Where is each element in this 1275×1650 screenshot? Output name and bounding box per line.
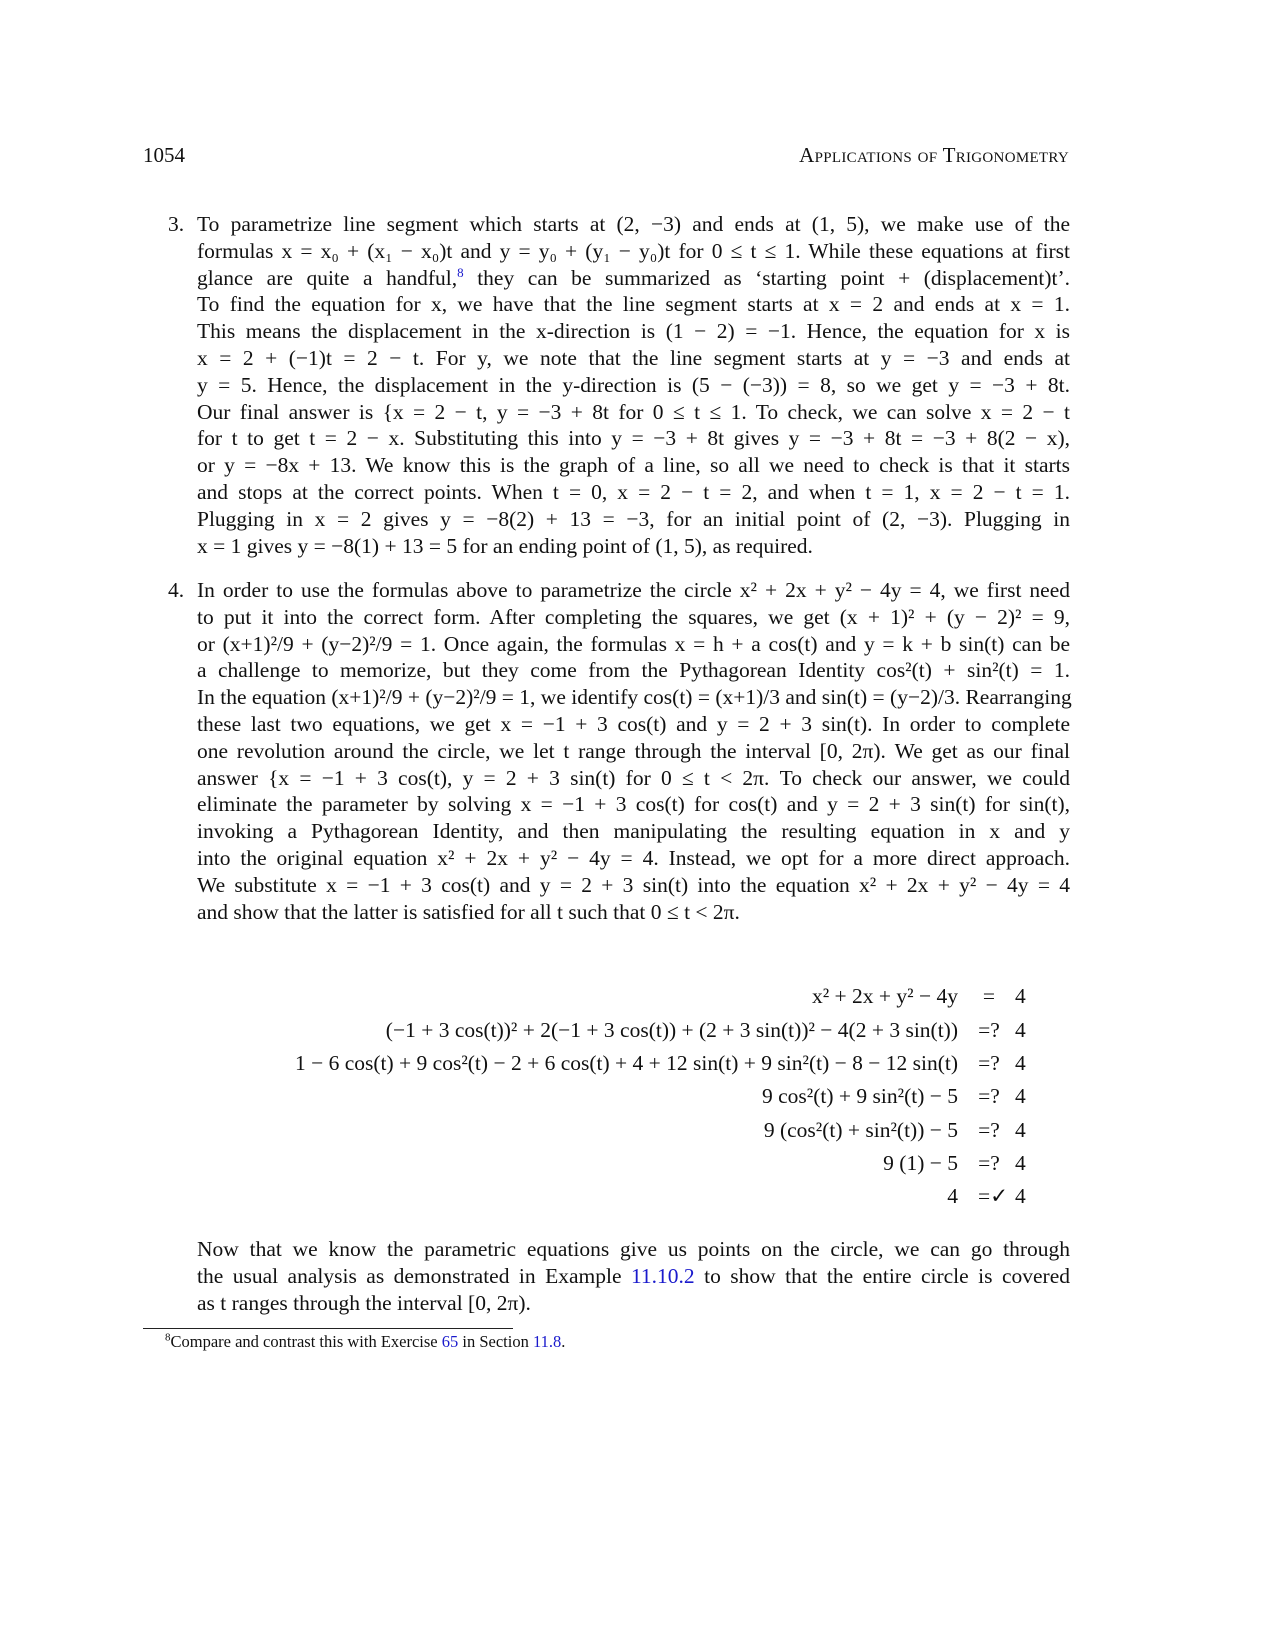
text-line: In the equation (x+1)²/9 + (y−2)²/9 = 1, we identify cos(t) = (x+1)/3 and sin(t) = (y−2)/3. Rearranging xyxy=(197,685,1072,710)
text-line: and show that the latter is satisfied for all t such that 0 ≤ t < 2π. xyxy=(197,899,740,924)
equation-row xyxy=(0,981,1275,1011)
equation-row xyxy=(0,1181,1275,1211)
text-line: To parametrize line segment which starts at (2, −3) and ends at (1, 5), we make use of the xyxy=(197,212,1070,236)
equation-lhs: 9 (cos²(t) + sin²(t)) − 5 xyxy=(763,1118,958,1142)
section-link[interactable]: 11.8 xyxy=(532,1332,562,1351)
text-segment: glance are quite a handful, xyxy=(197,265,458,290)
text-line: To find the equation for x, we have that the line segment starts at x = 2 and ends at x = 1. xyxy=(197,292,1070,317)
text-line: We substitute x = −1 + 3 cos(t) and y = 2 + 3 sin(t) into the equation x² + 2x + y² − 4y = 4 xyxy=(197,872,1070,897)
equation-lhs: 4 xyxy=(947,1184,958,1208)
equation-relation: =? xyxy=(978,1151,1000,1175)
text-line: Plugging in x = 2 gives y = −8(2) + 13 = −3, for an initial point of (2, −3). Plugging in xyxy=(197,506,1070,531)
footnote-mark: 8 xyxy=(165,1331,171,1344)
footnote xyxy=(165,1332,565,1352)
running-header: Applications of Trigonometry xyxy=(799,143,1069,167)
text-segment: the usual analysis as demonstrated in Example xyxy=(197,1263,631,1288)
equation-relation: =? xyxy=(978,1084,1000,1108)
text-line: x = 1 gives y = −8(1) + 13 = 5 for an ending point of (1, 5), as required. xyxy=(197,533,813,558)
text-line: This means the displacement in the x-direction is (1 − 2) = −1. Hence, the equation for x is xyxy=(197,319,1070,344)
equation-row xyxy=(0,1148,1275,1178)
text-line: and stops at the correct points. When t = 0, x = 2 − t = 2, and when t = 1, x = 2 − t = 1. xyxy=(197,479,1070,504)
text-line: eliminate the parameter by solving x = −1 + 3 cos(t) for cos(t) and y = 2 + 3 sin(t) for sin(t), xyxy=(197,792,1070,817)
footnote-rule xyxy=(143,1328,513,1329)
text-line: Our final answer is {x = 2 − t, y = −3 + 8t for 0 ≤ t ≤ 1. To check, we can solve x = 2 − t xyxy=(197,399,1070,424)
equation-relation: =✓ xyxy=(978,1184,1009,1208)
equation-lhs: 9 (1) − 5 xyxy=(883,1151,958,1175)
equation-relation: =? xyxy=(978,1118,1000,1142)
text-line: one revolution around the circle, we let t range through the interval [0, 2π). We get as our final xyxy=(197,738,1070,763)
equation-rhs: 4 xyxy=(1015,1118,1026,1142)
text-segment: to show that the entire circle is covered xyxy=(694,1263,1070,1288)
equation-row xyxy=(0,1015,1275,1045)
equation-relation: = xyxy=(982,984,996,1008)
footnote-ref-link[interactable]: 8 xyxy=(457,264,464,280)
text-line: these last two equations, we get x = −1 + 3 cos(t) and y = 2 + 3 sin(t). In order to complete xyxy=(197,711,1070,736)
text-line: into the original equation x² + 2x + y² − 4y = 4. Instead, we opt for a more direct approach. xyxy=(197,845,1070,870)
closing-paragraph xyxy=(197,1236,1070,1316)
text-line: formulas x = x₀ + (x₁ − x₀)t and y = y₀ + (y₁ − y₀)t for 0 ≤ t ≤ 1. While these equations at first xyxy=(197,238,1070,263)
equation-rhs: 4 xyxy=(1015,1184,1026,1208)
footnote-text: Compare and contrast this with Exercise xyxy=(170,1332,442,1351)
text-line xyxy=(197,1263,1070,1290)
text-line: invoking a Pythagorean Identity, and then manipulating the resulting equation in x and y xyxy=(197,819,1070,844)
text-line: as t ranges through the interval [0, 2π). xyxy=(197,1290,531,1315)
equation-relation: =? xyxy=(978,1051,1000,1075)
exercise-link[interactable]: 65 xyxy=(441,1332,459,1351)
page-number: 1054 xyxy=(143,143,185,167)
text-line: to put it into the correct form. After completing the squares, we get (x + 1)² + (y − 2)² = 9, xyxy=(197,604,1070,629)
equation-rhs: 4 xyxy=(1015,1018,1026,1042)
equation-row xyxy=(0,1115,1275,1145)
equation-rhs: 4 xyxy=(1015,1151,1026,1175)
text-line: x = 2 + (−1)t = 2 − t. For y, we note that the line segment starts at y = −3 and ends at xyxy=(197,345,1070,370)
text-line: y = 5. Hence, the displacement in the y-direction is (5 − (−3)) = 8, so we get y = −3 + 8t. xyxy=(197,372,1070,397)
footnote-text: in Section xyxy=(458,1332,533,1351)
item-4-text xyxy=(197,577,1070,925)
equation-rhs: 4 xyxy=(1015,1051,1026,1075)
text-line: a challenge to memorize, but they come from the Pythagorean Identity cos²(t) + sin²(t) = 1. xyxy=(197,658,1070,683)
example-link[interactable]: 11.10.2 xyxy=(630,1263,695,1288)
equation-row xyxy=(0,1081,1275,1111)
equation-lhs: (−1 + 3 cos(t))² + 2(−1 + 3 cos(t)) + (2 + 3 sin(t))² − 4(2 + 3 sin(t)) xyxy=(385,1018,958,1042)
text-line: Now that we know the parametric equations give us points on the circle, we can go through xyxy=(197,1237,1070,1261)
text-line: for t to get t = 2 − x. Substituting this into y = −3 + 8t gives y = −3 + 8t = −3 + 8(2 − x), xyxy=(197,426,1070,451)
equation-rhs: 4 xyxy=(1015,1084,1026,1108)
item-number: 3. xyxy=(168,212,185,236)
text-segment: they can be summarized as ‘starting point + (displacement)t’. xyxy=(463,265,1071,290)
text-line: or y = −8x + 13. We know this is the graph of a line, so all we need to check is that it starts xyxy=(197,453,1070,478)
equation-lhs: 9 cos²(t) + 9 sin²(t) − 5 xyxy=(762,1084,958,1108)
equation-lhs: x² + 2x + y² − 4y xyxy=(811,984,958,1008)
text-line: In order to use the formulas above to parametrize the circle x² + 2x + y² − 4y = 4, we first need xyxy=(197,578,1070,602)
text-line: answer {x = −1 + 3 cos(t), y = 2 + 3 sin(t) for 0 ≤ t < 2π. To check our answer, we could xyxy=(197,765,1070,790)
equation-row xyxy=(0,1048,1275,1078)
text-line: or (x+1)²/9 + (y−2)²/9 = 1. Once again, the formulas x = h + a cos(t) and y = k + b sin(t) can be xyxy=(197,631,1070,656)
item-number: 4. xyxy=(168,578,185,602)
equation-lhs: 1 − 6 cos(t) + 9 cos²(t) − 2 + 6 cos(t) + 4 + 12 sin(t) + 9 sin²(t) − 8 − 12 sin(t) xyxy=(294,1051,958,1075)
text-line xyxy=(197,265,1070,292)
equation-relation: =? xyxy=(978,1018,1000,1042)
footnote-text: . xyxy=(561,1332,566,1351)
item-3-text xyxy=(197,211,1070,559)
equation-rhs: 4 xyxy=(1015,984,1026,1008)
